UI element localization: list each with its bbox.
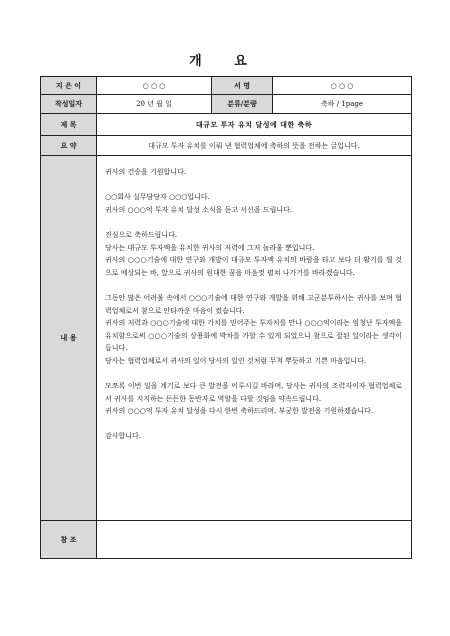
content-paragraph: ○○회사 실무담당자 ○○○입니다. 귀사의 ○○○억 투자 유치 달성 소식을 듣고 서신을 드립니다.	[105, 193, 293, 214]
document-title: 개 요	[189, 54, 261, 69]
content-paragraph: 그동안 많은 어려움 속에서 ○○○기술에 대한 연구와 개발을 위해 고군분투하시는 귀사를 보며 협력업체로서 참으로 안타까운 마음이 컸습니다. 귀사의 저력과 ○○○기술에 대한 가치를 믿어주는 투자처를 만나 ○○○억이라는 엄청난 투자액을 유치함으로써 ○○○기술의 상용화에 박차를 가할 수 있게 되었으니 참으로 잘된 일이라는 생각이 듭니다. 당사는 협력업체로서 귀사의 일이 당사의 일인 것처럼 무척 뿌듯하고 기쁜 마음입니다.	[105, 293, 402, 365]
author-value: ○ ○ ○	[97, 77, 212, 95]
content-label: 내 용	[41, 156, 97, 521]
summary-label: 요 약	[41, 136, 97, 156]
reference-value	[97, 521, 412, 559]
content-body	[97, 156, 412, 521]
summary-value: 대규모 투자 유치를 이뤄 낸 협력업체에 축하의 뜻을 전하는 글입니다.	[97, 136, 412, 156]
reference-label: 참 조	[41, 521, 97, 559]
subject-value: 대규모 투자 유치 달성에 대한 축하	[97, 114, 412, 136]
content-paragraph: 귀사의 건승을 기원합니다.	[105, 168, 187, 176]
signature-value: ○ ○ ○	[273, 77, 412, 95]
date-label: 작성일자	[41, 95, 97, 114]
category-label: 분류/분량	[212, 95, 273, 114]
overview-form	[40, 76, 412, 559]
content-paragraph: 진심으로 축하드립니다. 당사는 대규모 투자액을 유치한 귀사의 저력에 그저 놀라울 뿐입니다. 귀사의 ○○○기술에 대한 연구와 개발이 대규모 투자액 유치의 바람을 타고 보다 더 활기를 띨 것으로 예상되는 바, 앞으로 귀사의 원대한 꿈을 마음껏 펼쳐 나가기를 바라겠습니다.	[105, 230, 402, 277]
content-paragraph: 감사합니다.	[105, 432, 142, 441]
author-label: 지 은 이	[41, 77, 97, 95]
category-value: 축하 / 1page	[273, 95, 412, 114]
date-value: 20 년 월 일	[97, 95, 212, 114]
subject-label: 제 목	[41, 114, 97, 136]
signature-label: 서 명	[212, 77, 273, 95]
content-paragraph: 모쪼록 이번 일을 계기로 보다 큰 발전을 이루시길 바라며, 당사는 귀사의 조력자이자 협력업체로서 귀사를 지지하는 든든한 동반자로 역할을 다할 것임을 약속드립니다. 귀사의 ○○○억 투자 유치 달성을 다시 한번 축하드리며, 부궁한 발전을 기원하겠습니다.	[105, 382, 402, 416]
